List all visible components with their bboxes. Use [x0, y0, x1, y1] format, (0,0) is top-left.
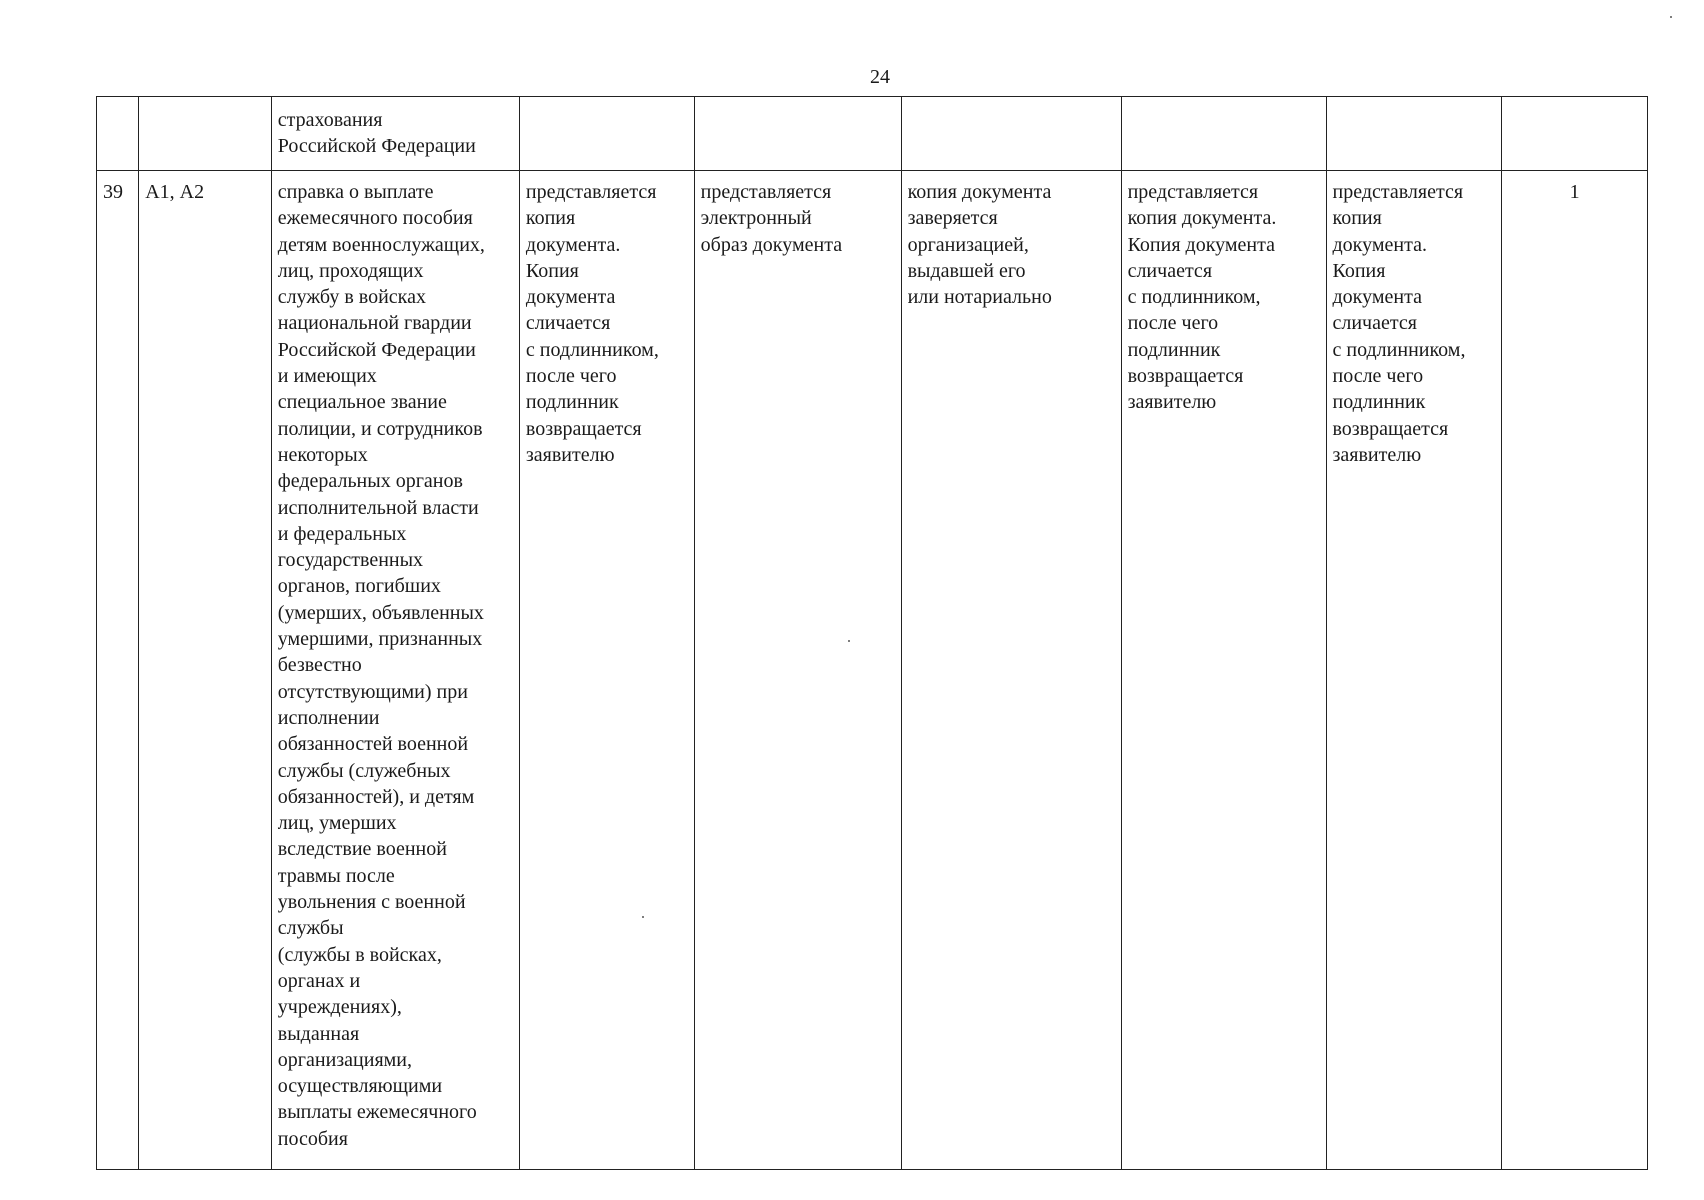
table-row-continuation: [97, 97, 1648, 171]
cell-submission-copy-2: представляется копия документа. Копия документа сличается с подлинником, после чего подлинник возвращается заявителю: [1121, 171, 1326, 1170]
cell-document-name: справка о выплате ежемесячного пособия детям военнослужащих, лиц, проходящих службу в войсках национальной гвардии Российской Федерации и имеющих специальное звание полиции, и сотрудников некоторых федеральных органов исполнительной власти и федеральных государственных органов, погибших (умерших, объявленных умершими, признанных безвестно отсутствующими) при исполнении обязанностей военной службы (служебных обязанностей), и детям лиц, умерших вследствие военной травмы после увольнения с военной службы (службы в войсках, органах и учреждениях), выданная организациями, осуществляющими выплаты ежемесячного пособия: [271, 171, 519, 1170]
scan-artifact: [642, 916, 644, 918]
cell-certification: копия документа заверяется организацией, выдавшей его или нотариально: [901, 171, 1121, 1170]
cell-number: [97, 97, 139, 171]
cell-submission-copy-3: [1326, 97, 1502, 171]
document-table: [96, 96, 1648, 1170]
cell-count: 1: [1502, 171, 1648, 1170]
cell-submission-copy: [519, 97, 694, 171]
cell-submission-copy-2: [1121, 97, 1326, 171]
cell-submission-copy-3: представляется копия документа. Копия документа сличается с подлинником, после чего подлинник возвращается заявителю: [1326, 171, 1502, 1170]
cell-submission-copy: представляется копия документа. Копия документа сличается с подлинником, после чего подлинник возвращается заявителю: [519, 171, 694, 1170]
cell-electronic-image: представляется электронный образ документа: [694, 171, 901, 1170]
page-number: 24: [870, 66, 890, 88]
cell-count: [1502, 97, 1648, 171]
cell-category: [139, 97, 272, 171]
scan-artifact: [848, 640, 850, 642]
scan-artifact: [1670, 16, 1672, 18]
cell-certification: [901, 97, 1121, 171]
cell-number: 39: [97, 171, 139, 1170]
cell-category: А1, А2: [139, 171, 272, 1170]
table-row-39: [97, 171, 1648, 1170]
cell-electronic-image: [694, 97, 901, 171]
cell-document-name: страхования Российской Федерации: [271, 97, 519, 171]
